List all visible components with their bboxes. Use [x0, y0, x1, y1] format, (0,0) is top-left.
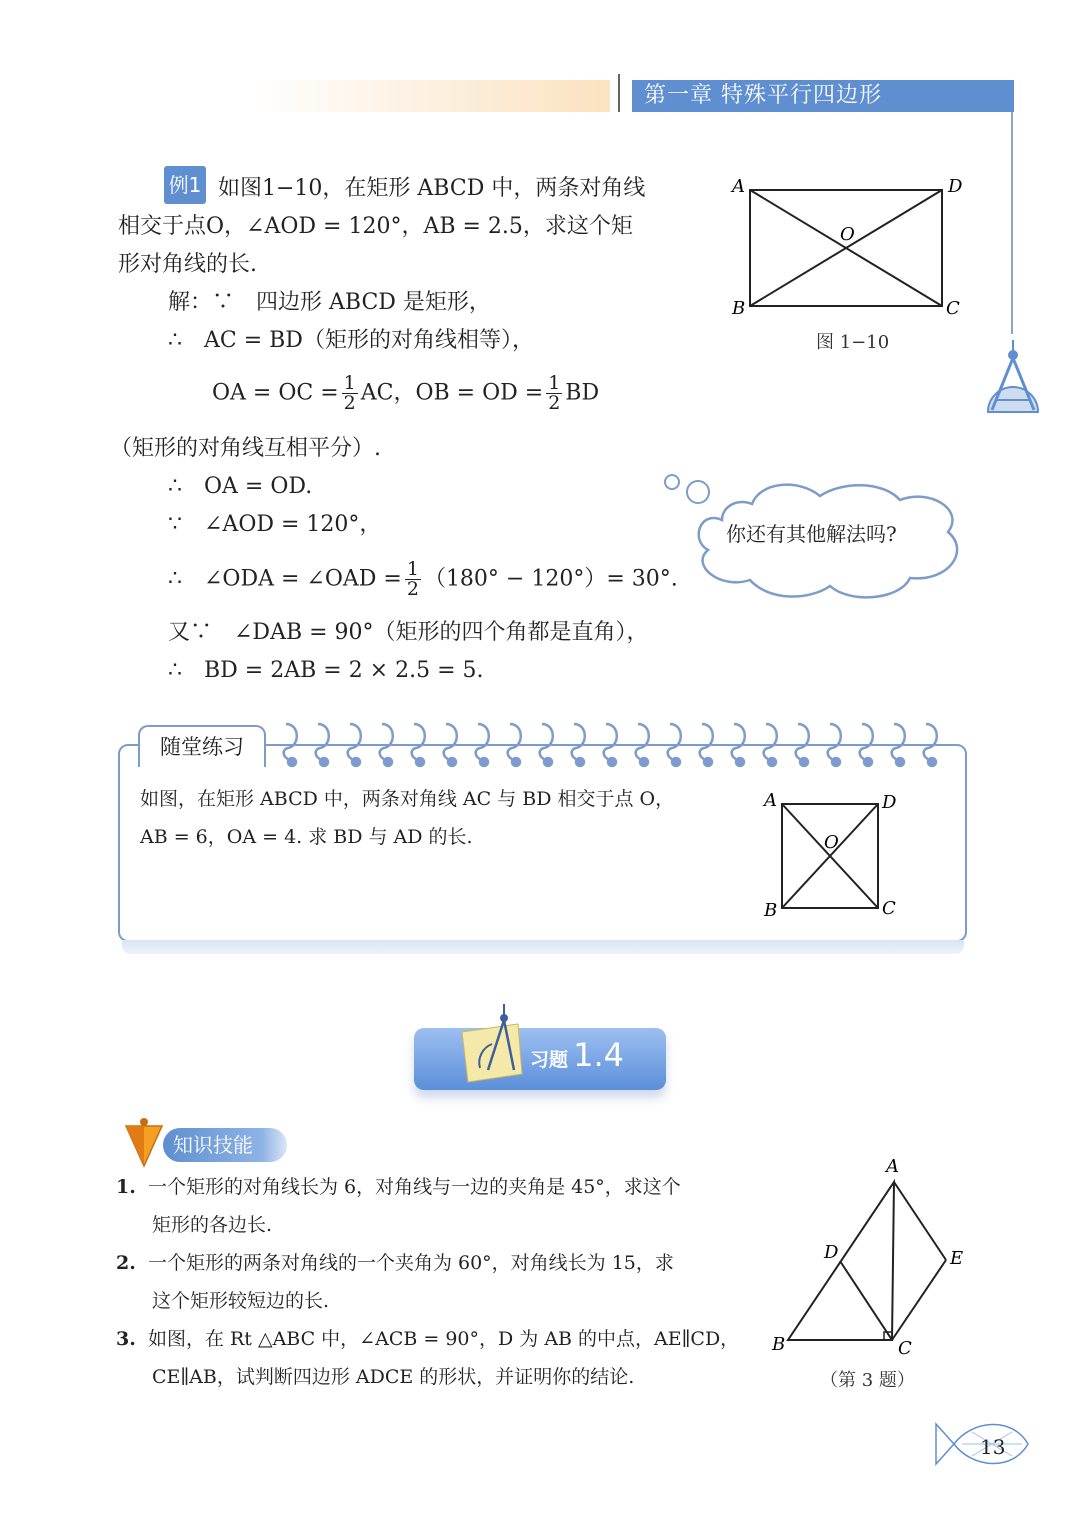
skill-label: 知识技能 [163, 1128, 287, 1162]
question-3-line1: 3. 如图，在 Rt △ABC 中，∠ACB = 90°，D 为 AB 的中点，AE∥CD， [116, 1328, 740, 1350]
question-1-line1: 1. 一个矩形的对角线长为 6，对角线与一边的夹角是 45°，求这个 [116, 1176, 681, 1198]
label-c: C [946, 298, 960, 319]
label-o: O [840, 224, 855, 245]
example-text-line1: 如图1−10，在矩形 ABCD 中，两条对角线 [218, 176, 646, 201]
figure-triangle-adce [766, 1156, 976, 1360]
label-o: O [824, 832, 839, 853]
practice-text-line2: AB = 6，OA = 4. 求 BD 与 AD 的长. [140, 826, 473, 848]
question-2-line2: 这个矩形较短边的长. [152, 1290, 330, 1312]
figure-caption: 图 1−10 [816, 332, 890, 353]
label-b: B [772, 1334, 786, 1355]
label-d: D [882, 792, 897, 813]
figure-q3-caption: （第 3 题） [820, 1370, 915, 1391]
figure-square-abcd [758, 788, 908, 923]
solution-line9: ∴ BD = 2AB = 2 × 2.5 = 5. [168, 658, 484, 683]
question-2-line1: 2. 一个矩形的两条对角线的一个夹角为 60°，对角线长为 15，求 [116, 1252, 674, 1274]
solution-line7: ∴ ∠ODA = ∠OAD = $\frac{1}{2}$ （180° − 120°）= 30°. [168, 558, 678, 600]
compass-protractor-icon [982, 340, 1044, 418]
example-badge: 例1 [164, 166, 206, 204]
fraction-half: $\frac{1}{2}$ [343, 372, 356, 414]
page-number: 13 [980, 1435, 1006, 1459]
question-3-line2: CE∥AB，试判断四边形 ADCE 的形状，并证明你的结论. [152, 1366, 635, 1388]
solution-line2: ∴ AC = BD（矩形的对角线相等）， [168, 328, 534, 353]
solution-line5: ∴ OA = OD. [168, 474, 313, 499]
side-rule [1011, 112, 1013, 334]
label-c: C [882, 898, 896, 919]
cloud-text: 你还有其他解法吗? [726, 522, 897, 546]
practice-box-shadow [122, 940, 964, 954]
label-a: A [886, 1156, 899, 1177]
fraction-half: $\frac{1}{2}$ [406, 558, 419, 600]
example-text-line2: 相交于点O，∠AOD = 120°，AB = 2.5，求这个矩 [118, 214, 633, 239]
solution-line8: 又∵ ∠DAB = 90°（矩形的四个角都是直角）， [168, 620, 649, 645]
header-divider [618, 74, 620, 112]
exercise-title: 习题 1.4 [530, 1036, 624, 1074]
solution-line4: （矩形的对角线互相平分）. [110, 436, 381, 461]
cone-icon [124, 1116, 164, 1168]
fraction-half: $\frac{1}{2}$ [548, 372, 561, 414]
label-b: B [732, 298, 746, 319]
label-a: A [764, 790, 777, 811]
label-d: D [948, 176, 963, 197]
label-e: E [950, 1248, 964, 1269]
example-text-line3: 形对角线的长. [118, 252, 257, 277]
label-d: D [824, 1242, 839, 1263]
label-a: A [732, 176, 745, 197]
question-1-line2: 矩形的各边长. [152, 1214, 273, 1236]
label-c: C [898, 1338, 912, 1359]
practice-title: 随堂练习 [138, 725, 266, 767]
notebook-spiral-rings [276, 720, 956, 772]
header-decoration [250, 80, 610, 112]
practice-text-line1: 如图，在矩形 ABCD 中，两条对角线 AC 与 BD 相交于点 O， [140, 788, 675, 810]
chapter-title: 第一章 特殊平行四边形 [632, 80, 1014, 112]
solution-line1: 解：∵ 四边形 ABCD 是矩形， [168, 290, 491, 315]
label-b: B [764, 900, 778, 921]
solution-line3: OA = OC = $\frac{1}{2}$ AC，OB = OD = $\frac{1}{2}$ BD [212, 372, 600, 414]
figure-rectangle-abcd [726, 172, 976, 322]
compass-note-icon [452, 1004, 528, 1086]
solution-line6: ∵ ∠AOD = 120°， [168, 512, 382, 537]
